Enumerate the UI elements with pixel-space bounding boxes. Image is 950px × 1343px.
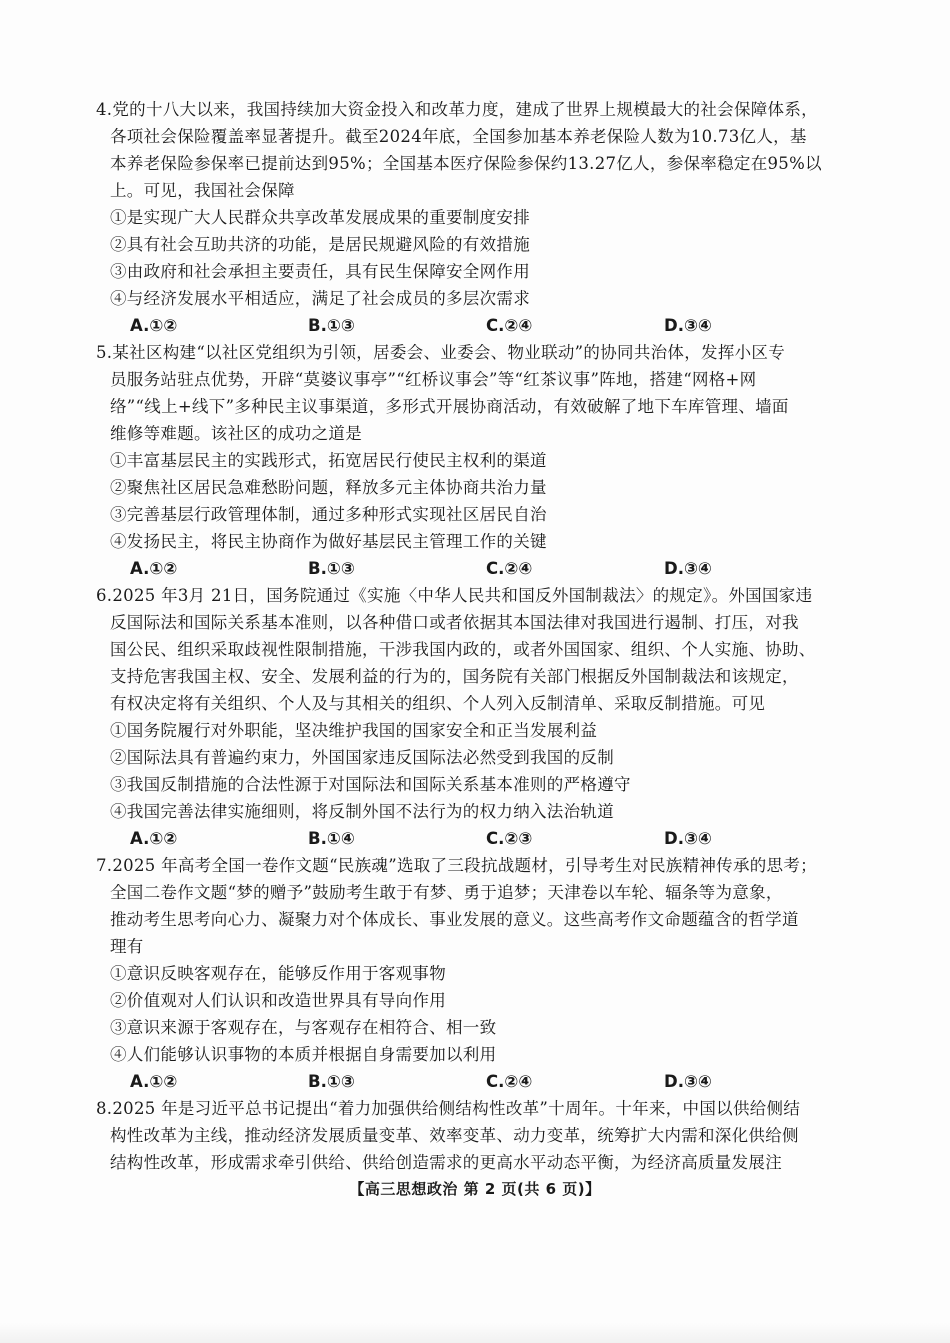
answer-choices — [130, 825, 845, 852]
statement-option: ④与经济发展水平相适应，满足了社会成员的多层次需求 — [110, 289, 530, 308]
statement-option: ①是实现广大人民群众共享改革发展成果的重要制度安排 — [110, 208, 530, 227]
statement-option: ③我国反制措施的合法性源于对国际法和国际关系基本准则的严格遵守 — [110, 775, 631, 794]
question-stem-line: 结构性改革，形成需求牵引供给、供给创造需求的更高水平动态平衡，为经济高质量发展注 — [110, 1153, 782, 1172]
statement-option: ②具有社会互助共济的功能，是居民规避风险的有效措施 — [110, 235, 530, 254]
question-stem-line: 反国际法和国际关系基本准则，以各种借口或者依据其本国法律对我国进行遏制、打压，对我 — [110, 613, 799, 632]
statement-option: ④我国完善法律实施细则，将反制外国不法行为的权力纳入法治轨道 — [110, 802, 614, 821]
question-stem-line: 支持危害我国主权、安全、发展利益的行为的，国务院有关部门根据反外国制裁法和该规定， — [110, 667, 799, 686]
answer-choice-d: D.③④ — [664, 1072, 712, 1091]
question-stem-line: 各项社会保险覆盖率显著提升。截至2024年底，全国参加基本养老保险人数为10.73亿人，基 — [110, 127, 807, 146]
question-stem-line: 4.党的十八大以来，我国持续加大资金投入和改革力度，建成了世界上规模最大的社会保障体系， — [96, 100, 818, 119]
answer-choice-c: C.②④ — [486, 559, 533, 578]
answer-choice-b: B.①③ — [308, 1072, 355, 1091]
question-stem-line: 本养老保险参保率已提前达到95%；全国基本医疗保险参保约13.27亿人，参保率稳定在95%以 — [110, 154, 822, 173]
statement-option: ①国务院履行对外职能，坚决维护我国的国家安全和正当发展利益 — [110, 721, 598, 740]
question-5 — [96, 339, 845, 582]
question-stem-line: 上。可见，我国社会保障 — [110, 181, 295, 200]
question-stem-line: 构性改革为主线，推动经济发展质量变革、效率变革、动力变革，统筹扩大内需和深化供给侧 — [110, 1126, 799, 1145]
answer-choices — [130, 312, 845, 339]
question-stem-line: 5.某社区构建“以社区党组织为引领，居委会、业委会、物业联动”的协同共治体，发挥小区专 — [96, 343, 786, 362]
answer-choice-a: A.①② — [130, 316, 178, 335]
question-stem-line: 有权决定将有关组织、个人及与其相关的组织、个人列入反制清单、采取反制措施。可见 — [110, 694, 766, 713]
answer-choice-d: D.③④ — [664, 316, 712, 335]
answer-choice-b: B.①③ — [308, 559, 355, 578]
answer-choice-c: C.②④ — [486, 316, 533, 335]
question-stem-line: 8.2025 年是习近平总书记提出“着力加强供给侧结构性改革”十周年。十年来，中国以供给侧结 — [96, 1099, 801, 1118]
question-6 — [96, 582, 845, 852]
question-8 — [96, 1095, 845, 1176]
statement-option: ②聚焦社区居民急难愁盼问题，释放多元主体协商共治力量 — [110, 478, 547, 497]
question-7 — [96, 852, 845, 1095]
question-4 — [96, 96, 845, 339]
statement-option: ③完善基层行政管理体制，通过多种形式实现社区居民自治 — [110, 505, 547, 524]
statement-option: ①丰富基层民主的实践形式，拓宽居民行使民主权利的渠道 — [110, 451, 547, 470]
statement-option: ①意识反映客观存在，能够反作用于客观事物 — [110, 964, 446, 983]
statement-option: ②国际法具有普遍约束力，外国国家违反国际法必然受到我国的反制 — [110, 748, 614, 767]
question-stem-line: 国公民、组织采取歧视性限制措施，干涉我国内政的，或者外国国家、组织、个人实施、协助、 — [110, 640, 816, 659]
questions-area — [96, 96, 845, 1176]
statement-option: ④发扬民主，将民主协商作为做好基层民主管理工作的关键 — [110, 532, 547, 551]
question-stem-line: 全国二卷作文题“梦的赠予”鼓励考生敢于有梦、勇于追梦；天津卷以车轮、辐条等为意象， — [110, 883, 783, 902]
answer-choice-a: A.①② — [130, 559, 178, 578]
answer-choices — [130, 1068, 845, 1095]
answer-choice-c: C.②③ — [486, 829, 533, 848]
page-footer: 【高三思想政治 第 2 页(共 6 页)】 — [349, 1180, 601, 1198]
answer-choice-d: D.③④ — [664, 559, 712, 578]
answer-choices — [130, 555, 845, 582]
question-stem-line: 6.2025 年3月 21日，国务院通过《实施〈中华人民共和国反外国制裁法〉的规定》。外国国家违 — [96, 586, 813, 605]
question-stem-line: 7.2025 年高考全国一卷作文题“民族魂”选取了三段抗战题材，引导考生对民族精神传承的思考； — [96, 856, 817, 875]
question-stem-line: 理有 — [110, 937, 144, 956]
question-stem-line: 络”“线上+线下”多种民主议事渠道，多形式开展协商活动，有效破解了地下车库管理、墙面 — [110, 397, 789, 416]
answer-choice-b: B.①④ — [308, 829, 355, 848]
answer-choice-a: A.①② — [130, 829, 178, 848]
statement-option: ②价值观对人们认识和改造世界具有导向作用 — [110, 991, 446, 1010]
scan-edge — [0, 1323, 950, 1343]
statement-option: ③意识来源于客观存在，与客观存在相符合、相一致 — [110, 1018, 497, 1037]
answer-choice-a: A.①② — [130, 1072, 178, 1091]
question-stem-line: 推动考生思考向心力、凝聚力对个体成长、事业发展的意义。这些高考作文命题蕴含的哲学道 — [110, 910, 799, 929]
question-stem-line: 员服务站驻点优势，开辟“莫婆议事亭”“红桥议事会”等“红茶议事”阵地，搭建“网格+网 — [110, 370, 757, 389]
statement-option: ④人们能够认识事物的本质并根据自身需要加以利用 — [110, 1045, 497, 1064]
answer-choice-c: C.②④ — [486, 1072, 533, 1091]
answer-choice-d: D.③④ — [664, 829, 712, 848]
statement-option: ③由政府和社会承担主要责任，具有民生保障安全网作用 — [110, 262, 530, 281]
question-stem-line: 维修等难题。该社区的成功之道是 — [110, 424, 362, 443]
answer-choice-b: B.①③ — [308, 316, 355, 335]
